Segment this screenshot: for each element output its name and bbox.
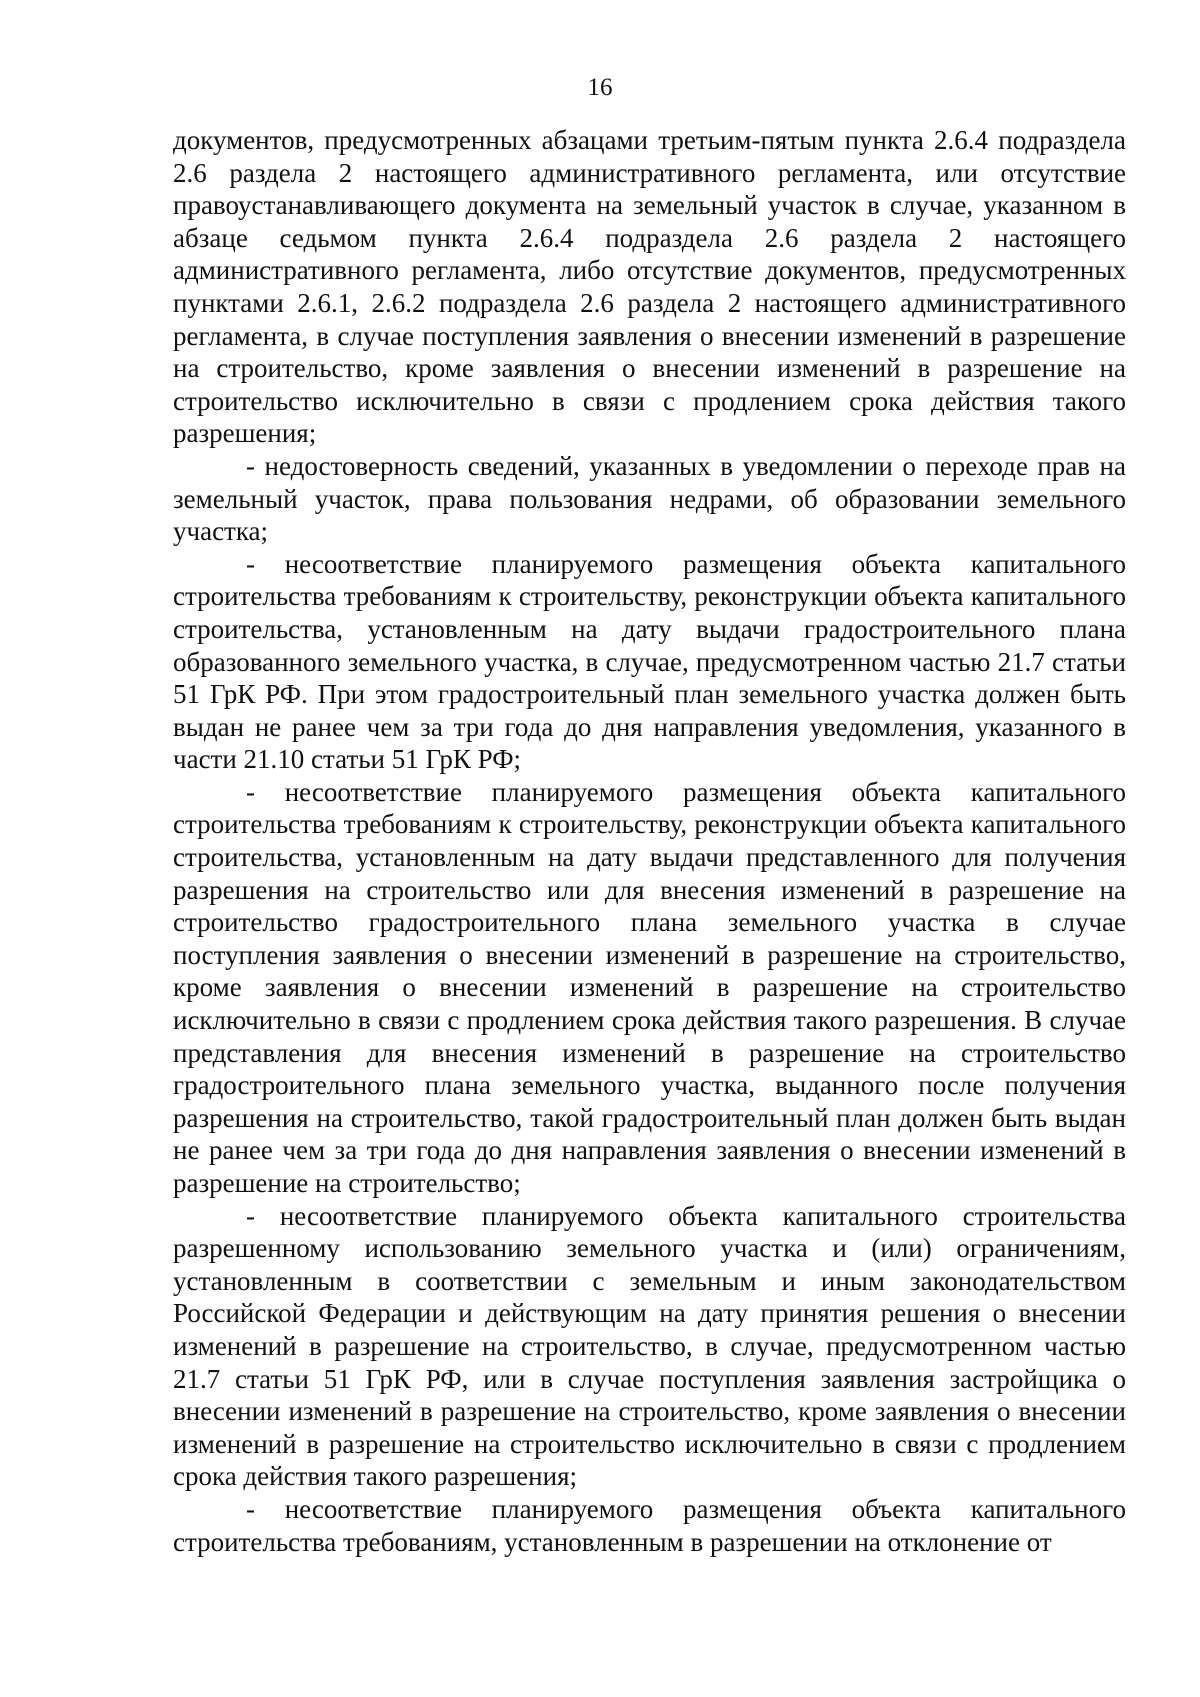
page-number: 16 [587, 74, 613, 101]
paragraph-item: - несоответствие планируемого размещения объекта капитального строительства требованиям к строительству, реконструкции объекта капитального строительства, установленным на дату выдачи представленного для получения разрешения на строительство или для внесения изменений в разрешение на строительство градостроительного плана земельного участка в случае поступления заявления о внесении изменений в разрешение на строительство, кроме заявления о внесении изменений в разрешение на строительство исключительно в связи с продлением срока действия такого разрешения. В случае представления для внесения изменений в разрешение на строительство градостроительного плана земельного участка, выданного после получения разрешения на строительство, такой градостроительный план должен быть выдан не ранее чем за три года до дня направления заявления о внесении изменений в разрешение на строительство; [173, 776, 1126, 1198]
paragraph-item: - несоответствие планируемого размещения объекта капитального строительства требованиям к строительству, реконструкции объекта капитального строительства, установленным на дату выдачи градостроительного плана образованного земельного участка, в случае, предусмотренном частью 21.7 статьи 51 ГрК РФ. При этом градостроительный план земельного участка должен быть выдан не ранее чем за три года до дня направления уведомления, указанного в части 21.10 статьи 51 ГрК РФ; [173, 548, 1126, 775]
document-body [173, 124, 1126, 1558]
paragraph-item: - несоответствие планируемого объекта капитального строительства разрешенному использованию земельного участка и (или) ограничениям, установленным в соответствии с земельным и иным законодательством Российской Федерации и действующим на дату принятия решения о внесении изменений в разрешение на строительство, в случае, предусмотренном частью 21.7 статьи 51 ГрК РФ, или в случае поступления заявления застройщика о внесении изменений в разрешение на строительство, кроме заявления о внесении изменений в разрешение на строительство исключительно в связи с продлением срока действия такого разрешения; [173, 1200, 1126, 1492]
paragraph-item: - несоответствие планируемого размещения объекта капитального строительства требованиям, установленным в разрешении на отклонение от [173, 1493, 1126, 1557]
paragraph-item: - недостоверность сведений, указанных в уведомлении о переходе прав на земельный участок, права пользования недрами, об образовании земельного участка; [173, 450, 1126, 547]
paragraph-continuation: документов, предусмотренных абзацами третьим-пятым пункта 2.6.4 подраздела 2.6 раздела 2 настоящего административного регламента, или отсутствие правоустанавливающего документа на земельный участок в случае, указанном в абзаце седьмом пункта 2.6.4 подраздела 2.6 раздела 2 настоящего административного регламента, либо отсутствие документов, предусмотренных пунктами 2.6.1, 2.6.2 подраздела 2.6 раздела 2 настоящего административного регламента, в случае поступления заявления о внесении изменений в разрешение на строительство, кроме заявления о внесении изменений в разрешение на строительство исключительно в связи с продлением срока действия такого разрешения; [173, 125, 1126, 449]
